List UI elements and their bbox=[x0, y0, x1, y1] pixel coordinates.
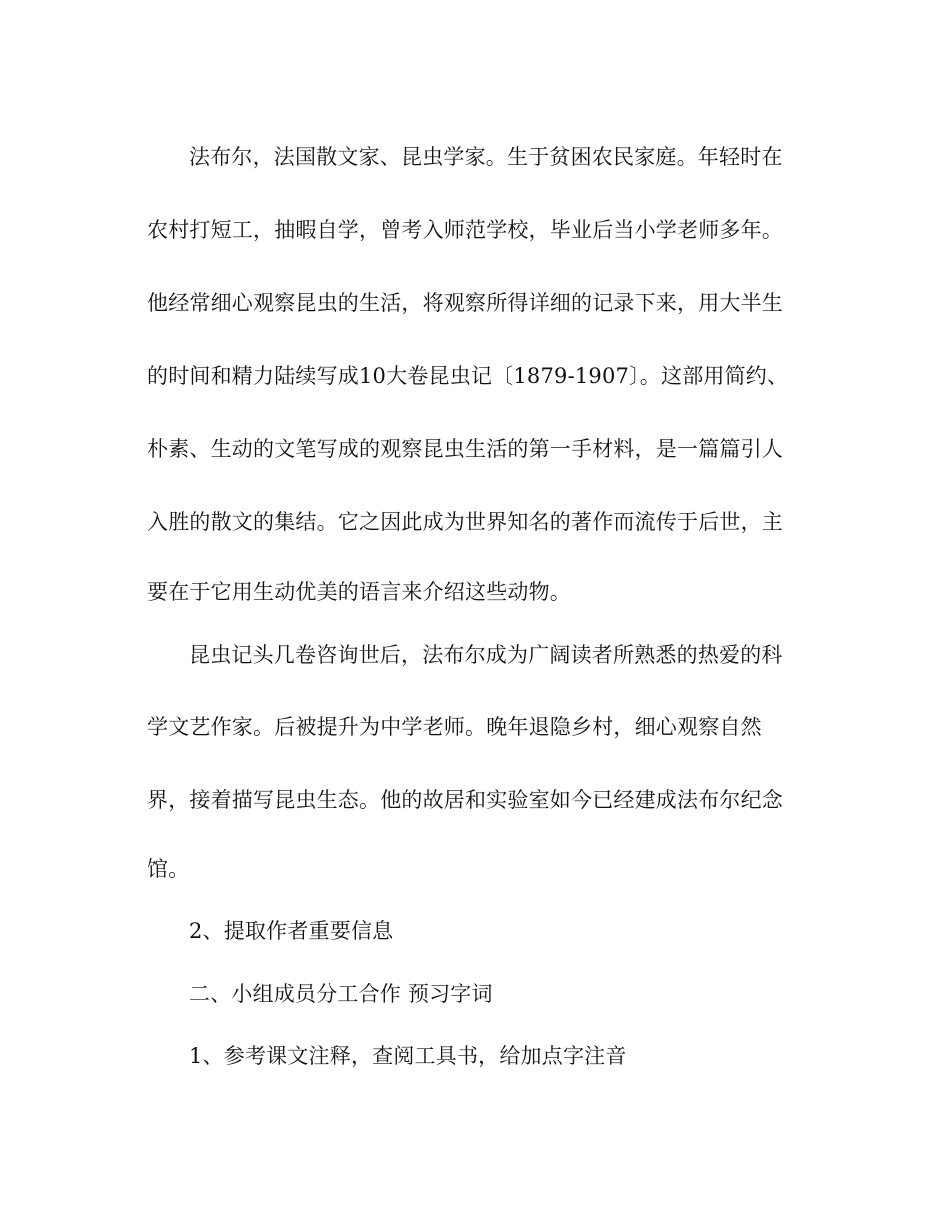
list-item-extract-info: 2、提取作者重要信息 bbox=[189, 919, 394, 943]
paragraph-1-line-6: 入胜的散文的集结。它之因此成为世界知名的著作而流传于后世，主 bbox=[147, 510, 783, 534]
paragraph-1-line-2: 农村打短工，抽暇自学，曾考入师范学校，毕业后当小学老师多年。 bbox=[147, 218, 783, 242]
paragraph-1-line-3: 他经常细心观察昆虫的生活，将观察所得详细的记录下来，用大半生 bbox=[147, 291, 783, 315]
paragraph-2-line-2: 学文艺作家。后被提升为中学老师。晚年退隐乡村，细心观察自然 bbox=[147, 715, 762, 739]
section-two-heading: 二、小组成员分工合作 预习字词 bbox=[189, 982, 493, 1006]
paragraph-1-line-7: 要在于它用生动优美的语言来介绍这些动物。 bbox=[147, 580, 571, 604]
paragraph-1-line-5: 朴素、生动的文笔写成的观察昆虫生活的第一手材料，是一篇篇引人 bbox=[147, 437, 783, 461]
paragraph-2-line-3: 界，接着描写昆虫生态。他的故居和实验室如今已经建成法布尔纪念 bbox=[147, 788, 783, 812]
paragraph-2-line-4: 馆。 bbox=[147, 857, 190, 881]
list-item-annotation: 1、参考课文注释，查阅工具书，给加点字注音 bbox=[189, 1044, 627, 1068]
paragraph-1-line-4: 的时间和精力陆续写成10大卷昆虫记〔1879-1907〕。这部用简约、 bbox=[147, 364, 789, 388]
paragraph-1-line-1: 法布尔，法国散文家、昆虫学家。生于贫困农民家庭。年轻时在 bbox=[189, 145, 783, 169]
paragraph-2-line-1: 昆虫记头几卷咨询世后，法布尔成为广阔读者所熟悉的热爱的科 bbox=[189, 643, 783, 667]
